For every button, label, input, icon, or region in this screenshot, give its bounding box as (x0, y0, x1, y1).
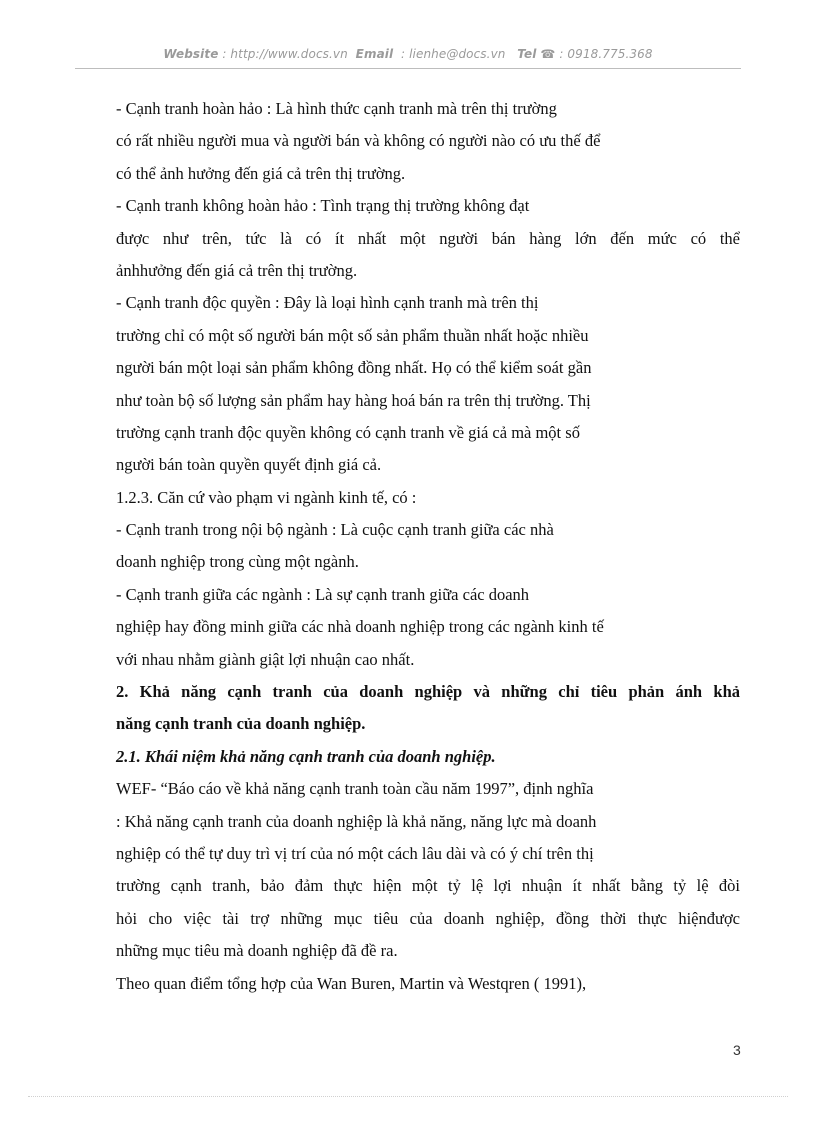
footer-divider (28, 1096, 788, 1097)
text-line: - Cạnh tranh hoàn hảo : Là hình thức cạnh tranh mà trên thị trường (116, 99, 557, 118)
email-label: Email (355, 47, 394, 61)
text-line: : Khả năng cạnh tranh của doanh nghiệp là khả năng, năng lực mà doanh (116, 811, 597, 831)
text-line: nghiệp có thể tự duy trì vị trí của nó một cách lâu dài và có ý chí trên thị (116, 843, 594, 863)
text-line: trường cạnh tranh độc quyền không có cạnh tranh về giá cả mà một số (116, 422, 580, 442)
tel-label: Tel (517, 47, 537, 61)
text-line: hỏi cho việc tài trợ những mục tiêu của doanh nghiệp, đồng thời thực hiệnđược (116, 908, 740, 928)
text-line: với nhau nhằm giành giật lợi nhuận cao nhất. (116, 649, 415, 669)
text-line: - Cạnh tranh độc quyền : Đây là loại hình cạnh tranh mà trên thị (116, 293, 539, 313)
text-line: - Cạnh tranh không hoàn hảo : Tình trạng thị trường không đạt (116, 196, 530, 216)
text-line: như toàn bộ số lượng sản phẩm hay hàng hoá bán ra trên thị trường. Thị (116, 390, 591, 410)
text-line: được như trên, tức là có ít nhất một người bán hàng lớn đến mức có thể (116, 228, 740, 248)
text-line: - Cạnh tranh trong nội bộ ngành : Là cuộc cạnh tranh giữa các nhà (116, 520, 554, 540)
page-header (75, 47, 741, 61)
page-number: 3 (733, 1042, 741, 1058)
text-line: - Cạnh tranh giữa các ngành : Là sự cạnh tranh giữa các doanh (116, 584, 530, 604)
website-url: : http://www.docs.vn (222, 47, 348, 61)
text-line: nghiệp hay đồng minh giữa các nhà doanh nghiệp trong các ngành kinh tế (116, 617, 604, 637)
section-heading: năng cạnh tranh của doanh nghiệp. (116, 714, 366, 734)
text-line: những mục tiêu mà doanh nghiệp đã đề ra. (116, 941, 398, 961)
text-line: doanh nghiệp trong cùng một ngành. (116, 552, 359, 572)
text-line: Theo quan điểm tổng hợp của Wan Buren, Martin và Westqren ( 1991), (116, 973, 587, 993)
text-line: người bán toàn quyền quyết định giá cả. (116, 455, 382, 475)
text-line: có rất nhiều người mua và người bán và không có người nào có ưu thế để (116, 131, 601, 151)
text-line: người bán một loại sản phẩm không đồng nhất. Họ có thể kiểm soát gần (116, 358, 592, 378)
text-line: trường chỉ có một số người bán một số sản phẩm thuần nhất hoặc nhiều (116, 325, 589, 345)
text-line: trường cạnh tranh, bảo đảm thực hiện một tỷ lệ lợi nhuận ít nhất bằng tỷ lệ đòi (116, 876, 740, 896)
text-line: ảnhhưởng đến giá cả trên thị trường. (116, 260, 358, 280)
website-label: Website (163, 47, 219, 61)
text-line: có thể ảnh hưởng đến giá cả trên thị trường. (116, 163, 406, 183)
email-address: : lienhe@docs.vn (401, 47, 506, 61)
section-heading: 2. Khả năng cạnh tranh của doanh nghiệp và những chỉ tiêu phản ánh khả (116, 682, 740, 702)
body-text (116, 93, 740, 1000)
subsection-title: 2.1. Khái niệm khả năng cạnh tranh của doanh nghiệp. (116, 746, 496, 766)
header-divider (75, 68, 741, 69)
text-line: WEF- “Báo cáo về khả năng cạnh tranh toàn cầu năm 1997”, định nghĩa (116, 779, 594, 799)
phone-icon: ☎ (540, 47, 556, 61)
subsection-heading: 1.2.3. Căn cứ vào phạm vi ngành kinh tế, có : (116, 487, 417, 507)
tel-number: : 0918.775.368 (559, 47, 653, 61)
